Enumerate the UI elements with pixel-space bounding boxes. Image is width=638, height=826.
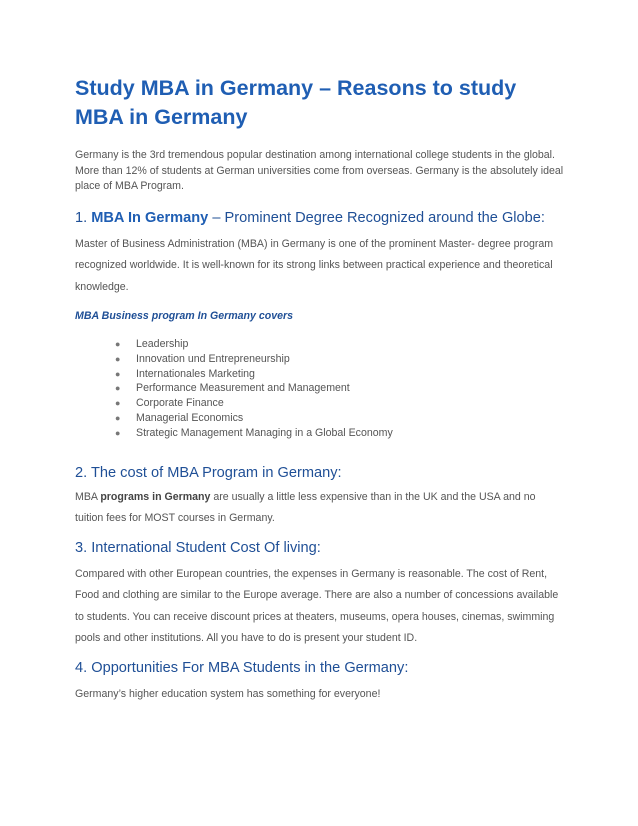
- list-item: ● Managerial Economics: [115, 411, 244, 424]
- document-content: [75, 74, 565, 705]
- section-4-heading: 4. Opportunities For MBA Students in the Germany:: [75, 659, 409, 676]
- bullet-icon: ●: [115, 339, 121, 349]
- section-3-heading: 3. International Student Cost Of living:: [75, 539, 321, 556]
- list-item: ● Strategic Management Managing in a Global Economy: [115, 426, 393, 439]
- intro-paragraph: Germany is the 3rd tremendous popular destination among international college students in the global. More than 12% of students at German universities come from overseas. Germany is the absolutely ideal place of MBA Program.: [75, 149, 564, 192]
- section-1-heading-link[interactable]: MBA In Germany: [91, 209, 209, 226]
- bullet-icon: ●: [115, 368, 121, 379]
- page-title: Study MBA in Germany – Reasons to study MBA in Germany: [75, 76, 517, 129]
- section-2-paragraph: MBA programs in Germany are usually a little less expensive than in the UK and the USA and no tuition fees for MOST courses in Germany.: [75, 490, 536, 525]
- bullet-icon: ●: [115, 412, 121, 423]
- bullet-icon: ●: [115, 353, 121, 364]
- section-3-paragraph: Compared with other European countries, the expenses in Germany is reasonable. The cost of Rent, Food and clothing are similar to the Europe average. There are also a number of concessions available to students. You can receive discount prices at theaters, museums, opera houses, cinemas, swimming pools and other institutions. All you have to do is present your student ID.: [75, 567, 559, 645]
- list-item: ● Corporate Finance: [115, 397, 224, 410]
- section-1-number: 1.: [75, 209, 88, 226]
- section-1-heading: [75, 208, 565, 228]
- section-2-heading: 2. The cost of MBA Program in Germany:: [75, 464, 342, 481]
- list-item: ● Innovation und Entrepreneurship: [115, 352, 290, 365]
- section-1-heading-rest: – Prominent Degree Recognized around the Globe:: [208, 209, 545, 226]
- section-1-paragraph: Master of Business Administration (MBA) in Germany is one of the prominent Master- degree program recognized worldwide. It is well-known for its strong links between practical experience and theoretical knowledge.: [75, 237, 554, 293]
- bullet-icon: ●: [115, 398, 121, 409]
- section-4-paragraph: Germany’s higher education system has something for everyone!: [75, 687, 381, 700]
- section-2-bold-phrase: programs in Germany: [100, 490, 211, 503]
- section-1-list-heading: MBA Business program In Germany covers: [75, 310, 294, 322]
- list-item: ● Internationales Marketing: [115, 367, 255, 380]
- bullet-icon: ●: [115, 383, 121, 394]
- list-item: ● Leadership: [115, 338, 189, 350]
- list-item: ● Performance Measurement and Management: [115, 382, 350, 395]
- bullet-icon: ●: [115, 427, 121, 438]
- program-topics-list: [75, 337, 565, 441]
